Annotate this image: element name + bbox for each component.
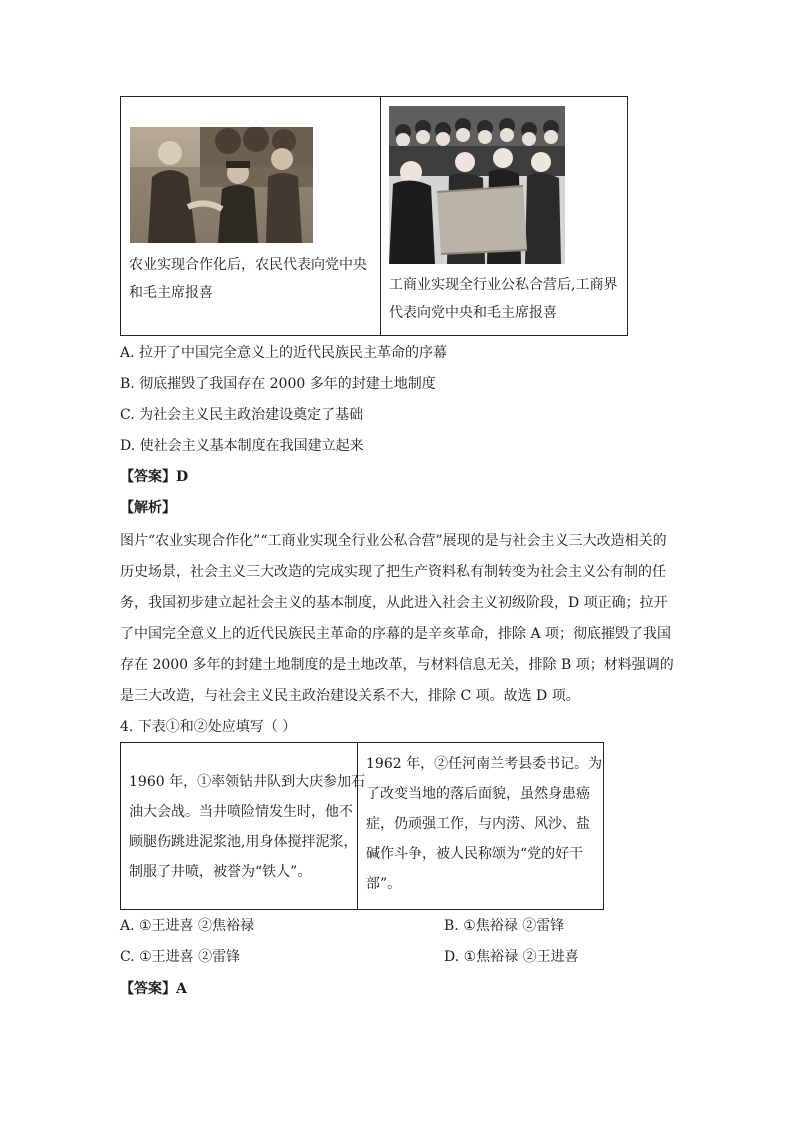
cell-line: 1960 年，①率领钻井队到大庆参加石 xyxy=(129,774,366,790)
business-photo-caption xyxy=(389,271,617,327)
farmers-photo-caption xyxy=(129,251,367,307)
q3-option-b: B. 彻底摧毁了我国存在 2000 多年的封建土地制度 xyxy=(120,376,436,392)
cell-line: 了改变当地的落后面貌，虽然身患癌 xyxy=(366,786,590,802)
photo-table xyxy=(120,96,628,336)
table-divider xyxy=(380,97,381,335)
farmers-report-photo xyxy=(130,127,313,243)
caption-line: 和毛主席报喜 xyxy=(129,285,213,301)
q4-stem: 4. 下表①和②处应填写（ ） xyxy=(120,719,297,735)
cell-line: 制服了井喷，被誉为“铁人”。 xyxy=(129,864,312,880)
analysis-line: 存在 2000 多年的封建土地制度的是土地改革，与材料信息无关，排除 B 项；材料强调的 xyxy=(120,657,674,673)
caption-line: 农业实现合作化后，农民代表向党中央 xyxy=(129,257,367,273)
cell-line: 部”。 xyxy=(366,876,402,892)
cell-line: 顾腿伤跳进泥浆池,用身体搅拌泥浆， xyxy=(129,834,358,850)
cell-line: 1962 年，②任河南兰考县委书记。为 xyxy=(366,756,603,772)
jiao-yulu-cell xyxy=(366,749,602,899)
analysis-line: 图片“农业实现合作化”“工商业实现全行业公私合营”展现的是与社会主义三大改造相关的 xyxy=(120,533,667,549)
q3-option-c: C. 为社会主义民主政治建设奠定了基础 xyxy=(120,407,364,423)
q3-option-d: D. 使社会主义基本制度在我国建立起来 xyxy=(120,438,364,454)
analysis-line: 务，我国初步建立起社会主义的基本制度，从此进入社会主义初级阶段，D 项正确；拉开 xyxy=(120,595,668,611)
q4-option-d: D. ①焦裕禄 ②王进喜 xyxy=(444,949,579,965)
q3-answer: 【答案】D xyxy=(120,469,189,485)
analysis-line: 了中国完全意义上的近代民族民主革命的序幕的是辛亥革命，排除 A 项；彻底摧毁了我国 xyxy=(120,626,672,642)
caption-line: 代表向党中央和毛主席报喜 xyxy=(389,305,557,321)
wang-jinxi-cell xyxy=(129,767,365,887)
q3-analysis-label: 【解析】 xyxy=(120,500,176,516)
cell-line: 碱作斗争，被人民称颂为“党的好干 xyxy=(366,846,584,862)
analysis-line: 历史场景，社会主义三大改造的完成实现了把生产资料私有制转变为社会主义公有制的任 xyxy=(120,564,666,580)
q4-option-b: B. ①焦裕禄 ②雷锋 xyxy=(444,918,565,934)
analysis-line: 是三大改造，与社会主义民主政治建设关系不大，排除 C 项。故选 D 项。 xyxy=(120,688,580,704)
q4-option-c: C. ①王进喜 ②雷锋 xyxy=(120,949,241,965)
cell-line: 油大会战。当井喷险情发生时，他不 xyxy=(129,804,353,820)
q4-answer: 【答案】A xyxy=(120,981,187,997)
q3-option-a: A. 拉开了中国完全意义上的近代民族民主革命的序幕 xyxy=(120,345,448,361)
cell-line: 症，仍顽强工作，与内涝、风沙、盐 xyxy=(366,816,590,832)
figures-table xyxy=(120,742,604,910)
caption-line: 工商业实现全行业公私合营后,工商界 xyxy=(389,277,618,293)
q4-option-a: A. ①王进喜 ②焦裕禄 xyxy=(120,918,255,934)
business-report-photo xyxy=(389,106,565,264)
